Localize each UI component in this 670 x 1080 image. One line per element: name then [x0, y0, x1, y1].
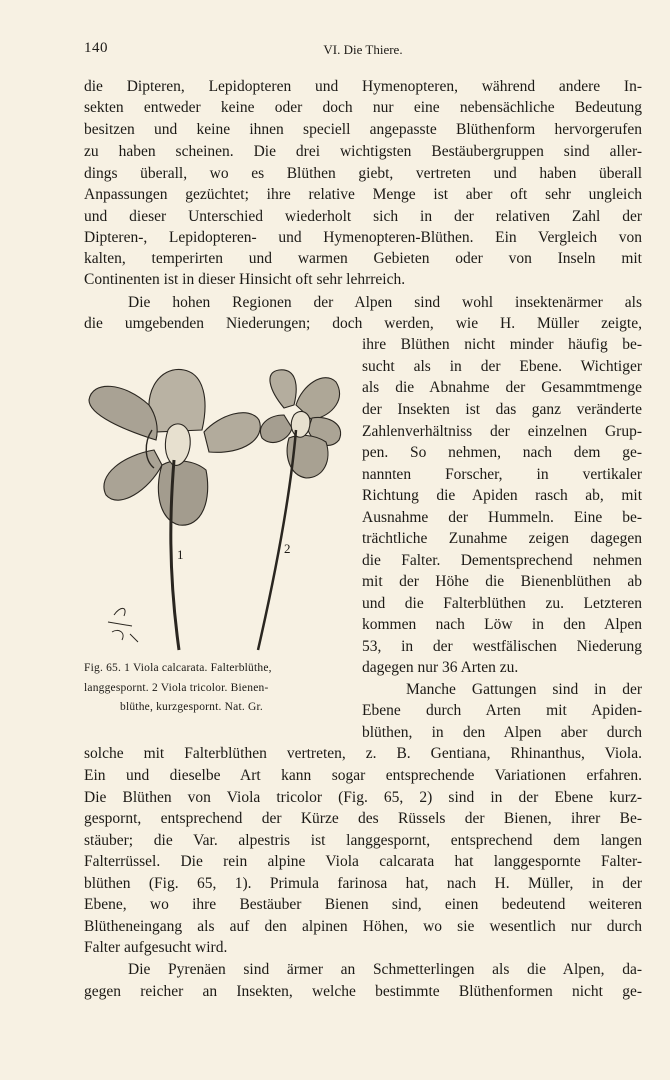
text-line: Falterrüssel. Die rein alpine Viola calcarata hat langgespornte Falter-	[84, 853, 642, 870]
text-line: Ebene, wo ihre Bestäuber Bienen sind, einen bedeutend weiteren	[84, 896, 642, 913]
text-line: nannten Forscher, in vertikaler	[362, 466, 642, 483]
flower-2-viola-tricolor	[258, 370, 341, 650]
text-line: gegen reicher an Insekten, welche bestimmte Blüthenformen nicht ge-	[84, 983, 642, 1000]
text-line: Richtung die Apiden rasch ab, mit	[362, 487, 642, 504]
text-line: zu haben scheinen. Die drei wichtigsten Bestäubergruppen sind aller-	[84, 143, 642, 160]
figure-caption-line: blüthe, kurzgespornt. Nat. Gr.	[120, 701, 264, 713]
text-line: besitzen und keine ihnen speciell angepasste Blüthenform hervorgerufen	[84, 121, 642, 138]
text-line: Die hohen Regionen der Alpen sind wohl insektenärmer als	[128, 294, 642, 311]
text-line: mit der Höhe die Bienenblüthen ab	[362, 573, 642, 590]
text-line: Ebene durch Arten mit Apiden-	[362, 702, 642, 719]
text-line: dings überall, wo es Blüthen giebt, vertreten und haben überall	[84, 165, 642, 182]
page-number: 140	[84, 40, 108, 56]
text-line: Die Blüthen von Viola tricolor (Fig. 65, 2) sind in der Ebene kurz-	[84, 789, 642, 806]
text-line: solche mit Falterblüthen vertreten, z. B. Gentiana, Rhinanthus, Viola.	[84, 745, 642, 762]
figure-caption-line: langgespornt. 2 Viola tricolor. Bienen-	[84, 682, 269, 694]
text-line: als die Abnahme der Gesammtmenge	[362, 379, 642, 396]
text-line: die umgebenden Niederungen; doch werden, wie H. Müller zeigte,	[84, 315, 642, 332]
text-line: der Insekten ist das ganz veränderte	[362, 401, 642, 418]
text-line: Die Pyrenäen sind ärmer an Schmetterlingen als die Alpen, da-	[128, 961, 642, 978]
text-line: dagegen nur 36 Arten zu.	[362, 659, 519, 676]
figure-caption-line: Fig. 65. 1 Viola calcarata. Falterblüthe,	[84, 662, 272, 674]
text-line: trächtliche Zunahme zeigen dagegen	[362, 530, 642, 547]
text-line: Zahlenverhältniss der einzelnen Grup-	[362, 423, 642, 440]
figure-65	[84, 360, 356, 660]
text-line: und die Falterblüthen zu. Letzteren	[362, 595, 642, 612]
text-line: pen. So nehmen, nach dem ge-	[362, 444, 642, 461]
text-line: ihre Blüthen nicht minder häufig be-	[362, 336, 642, 353]
text-line: die Falter. Dementsprechend nehmen	[362, 552, 642, 569]
flower-1-viola-calcarata	[89, 369, 260, 650]
text-line: kommen nach Löw in den Alpen	[362, 616, 642, 633]
page-header	[84, 40, 642, 60]
figure-label-1: 1	[177, 547, 184, 562]
text-line: Continenten ist in dieser Hinsicht oft sehr lehrreich.	[84, 271, 406, 288]
text-line: kalten, temperirten und warmen Gebieten oder von Inseln mit	[84, 250, 642, 267]
text-line: die Dipteren, Lepidopteren und Hymenopteren, während andere In-	[84, 78, 642, 95]
figure-label-2: 2	[284, 541, 291, 556]
text-line: Anpassungen gezüchtet; ihre relative Menge ist aber oft sehr ungleich	[84, 186, 642, 203]
text-line: blüthen, in den Alpen aber durch	[362, 724, 642, 741]
text-line: blüthen (Fig. 65, 1). Primula farinosa hat, nach H. Müller, in der	[84, 875, 642, 892]
text-line: Manche Gattungen sind in der	[406, 681, 642, 698]
text-line: sucht als in der Ebene. Wichtiger	[362, 358, 642, 375]
text-line: Ein und dieselbe Art kann sogar entsprechende Variationen erfahren.	[84, 767, 642, 784]
text-line: sekten entweder keine oder doch nur eine nebensächliche Bedeutung	[84, 99, 642, 116]
text-line: Ausnahme der Hummeln. Eine be-	[362, 509, 642, 526]
running-head: VI. Die Thiere.	[323, 42, 403, 57]
text-line: stäuber; die Var. alpestris ist langgespornt, entsprechend dem langen	[84, 832, 642, 849]
text-line: 53, in der westfälischen Niederung	[362, 638, 642, 655]
text-line: Falter aufgesucht wird.	[84, 939, 228, 956]
text-line: Blütheneingang als auf den alpinen Höhen, wo sie wesentlich nur durch	[84, 918, 642, 935]
viola-illustration	[84, 360, 356, 660]
text-line: gespornt, entsprechend der Kürze des Rüssels der Bienen, ihrer Be-	[84, 810, 642, 827]
text-line: und dieser Unterschied wiederholt sich in der relativen Zahl der	[84, 208, 642, 225]
text-line: Dipteren-, Lepidopteren- und Hymenopteren-Blüthen. Ein Vergleich von	[84, 229, 642, 246]
